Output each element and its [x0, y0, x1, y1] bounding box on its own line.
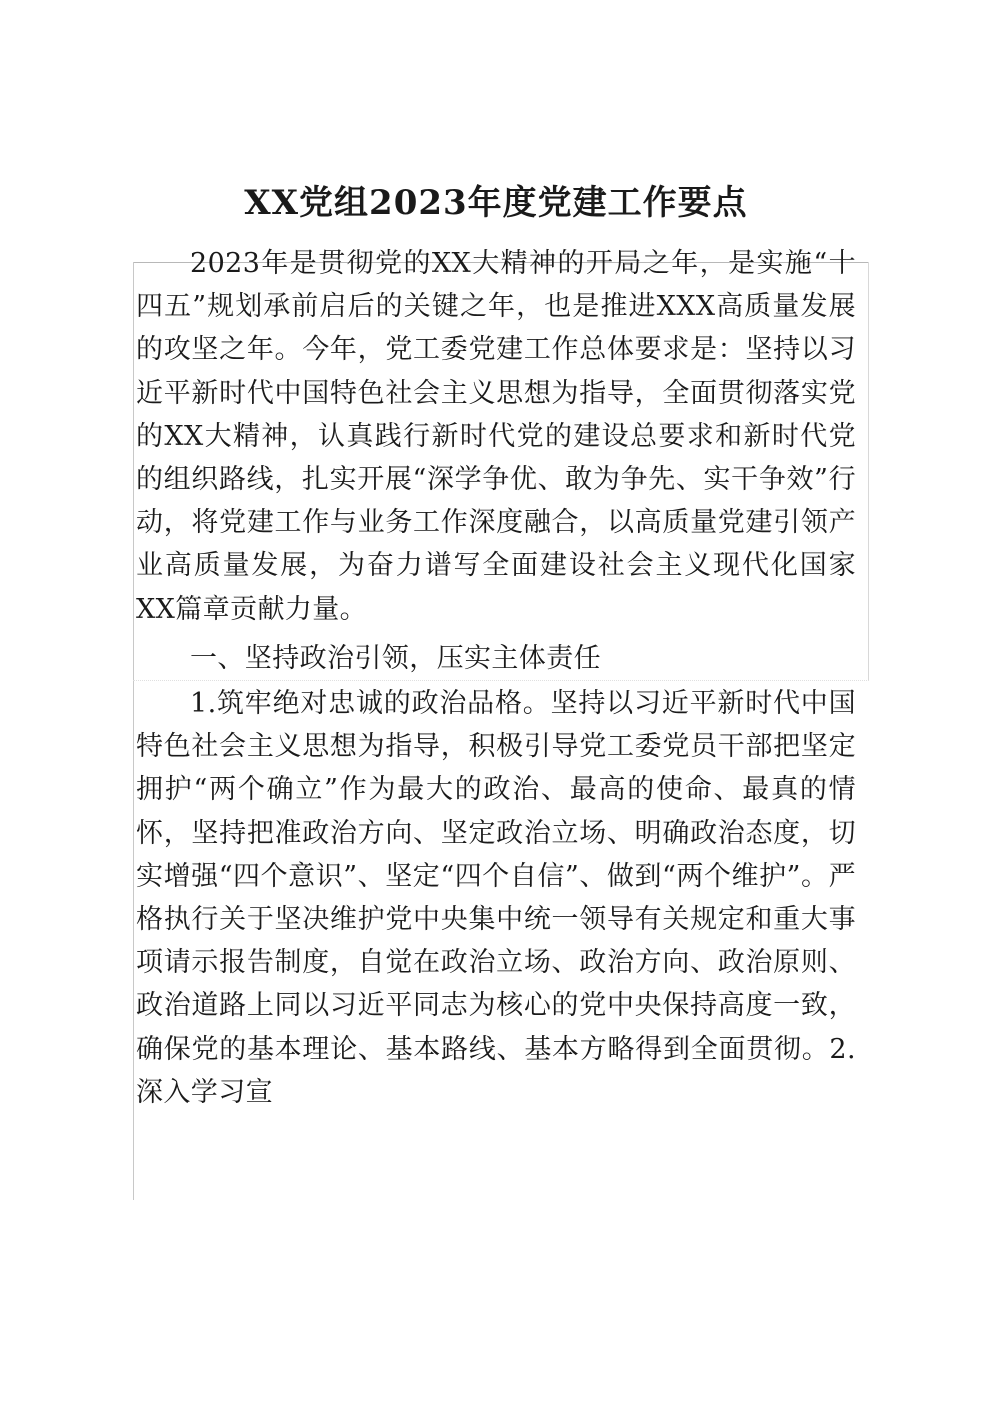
- text-frame-right-border: [868, 262, 869, 680]
- document-title: XX党组2023年度党建工作要点: [244, 183, 748, 223]
- body-paragraph: 1.筑牢绝对忠诚的政治品格。坚持以习近平新时代中国特色社会主义思想为指导，积极引导党工委党员干部把坚定拥护“两个确立”作为最大的政治、最高的使命、最真的情怀，坚持把准政治方向、坚定政治立场、明确政治态度，切实增强“四个意识”、坚定“四个自信”、做到“两个维护”。严格执行关于坚决维护党中央集中统一领导有关规定和重大事项请示报告制度，自觉在政治立场、政治方向、政治原则、政治道路上同以习近平同志为核心的党中央保持高度一致，确保党的基本理论、基本路线、基本方略得到全面贯彻。2.深入学习宣: [136, 688, 856, 1108]
- section-heading: 一、坚持政治引领，压实主体责任: [190, 642, 601, 674]
- text-frame-left-border: [133, 262, 134, 1200]
- document-body: [136, 242, 856, 1114]
- intro-paragraph: 2023年是贯彻党的XX大精神的开局之年，是实施“十四五”规划承前启后的关键之年，也是推进XXX高质量发展的攻坚之年。今年，党工委党建工作总体要求是：坚持以习近平新时代中国特色社会主义思想为指导，全面贯彻落实党的XX大精神，认真践行新时代党的建设总要求和新时代党的组织路线，扎实开展“深学争优、敢为争先、实干争效”行动，将党建工作与业务工作深度融合，以高质量党建引领产业高质量发展，为奋力谱写全面建设社会主义现代化国家XX篇章贡献力量。: [136, 248, 856, 625]
